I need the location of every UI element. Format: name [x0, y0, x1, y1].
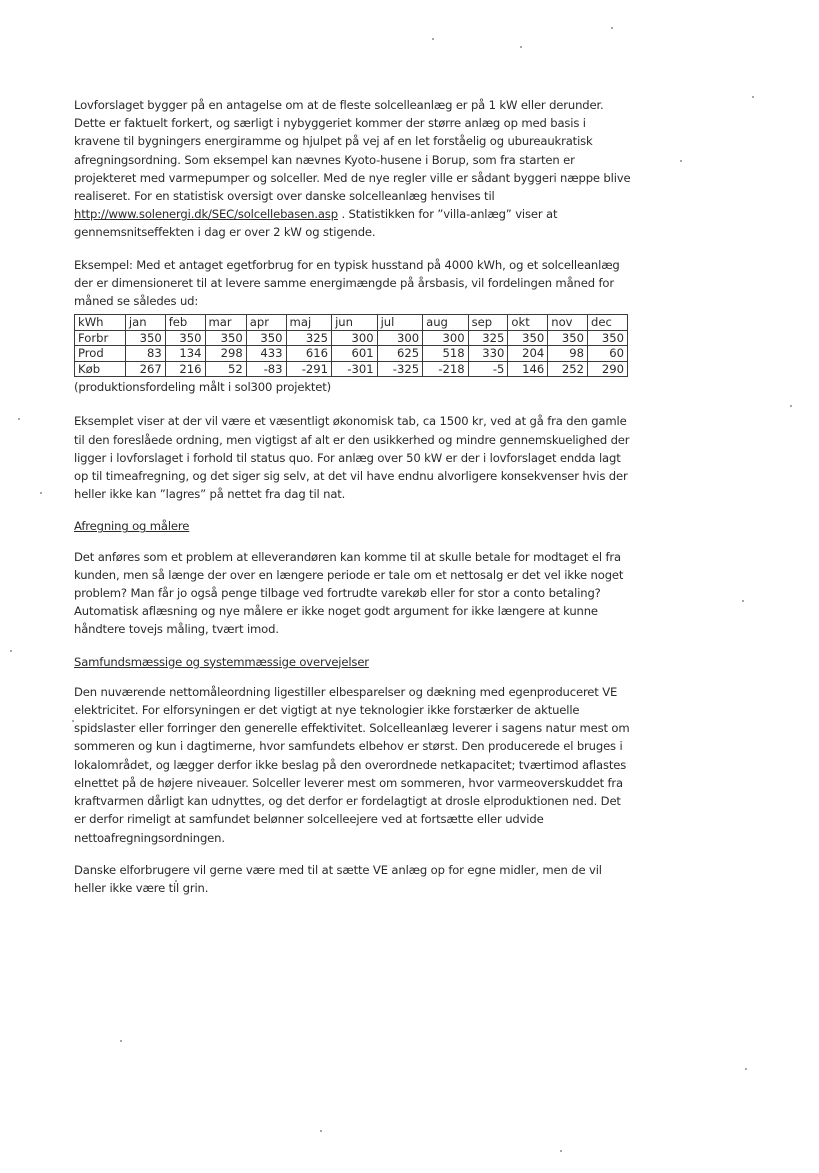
table-cell: 350	[125, 330, 165, 346]
table-cell: 98	[548, 346, 588, 362]
table-cell: -291	[286, 361, 332, 377]
table-header-cell: jan	[125, 315, 165, 331]
table-cell: 350	[165, 330, 205, 346]
table-cell: 52	[205, 361, 246, 377]
table-cell: 625	[377, 346, 423, 362]
table-header-cell: aug	[423, 315, 469, 331]
paragraph-closing: Danske elforbrugere vil gerne være med til at sætte VE anlæg op for egne midler, men de vil heller ikke være til grin.	[74, 862, 602, 895]
table-header-cell: nov	[548, 315, 588, 331]
paragraph-example: Eksempel: Med et antaget egetforbrug for en typisk husstand på 4000 kWh, og et solcelleanlæg der er dimensioneret til at levere samme energimængde på årsbasis, vil fordelingen måned for måned se således ud:	[74, 257, 620, 309]
paragraph-intro	[74, 96, 634, 242]
section-heading-afregning: Afregning og målere	[74, 519, 190, 534]
solcellebasen-link[interactable]: http://www.solenergi.dk/SEC/solcellebasen.asp	[74, 207, 338, 222]
table-header-cell: kWh	[75, 315, 126, 331]
table-cell: 325	[468, 330, 508, 346]
table-cell: -5	[468, 361, 508, 377]
section-heading-samfund: Samfundsmæssige og systemmæssige overvejelser	[74, 654, 369, 669]
table-cell: 350	[205, 330, 246, 346]
table-header-cell: jun	[332, 315, 378, 331]
table-caption: (produktionsfordeling målt i sol300 projektet)	[74, 380, 332, 395]
table-cell: -301	[332, 361, 378, 377]
table-cell: 60	[588, 346, 628, 362]
paragraph-meters: Det anføres som et problem at elleverandøren kan komme til at skulle betale for modtaget el fra kunden, men så længe der over en længere periode er tale om et nettosalg er det vel ikke noget problem? Man får jo også penge tilbage ved fortrudte varekøb eller for stor a conto betaling? Automatisk aflæsning og nye målere er ikke noget godt argument for ikke længere at kunne håndtere tovejs måling, tvært imod.	[74, 549, 624, 637]
table-row-label: Køb	[75, 361, 126, 377]
table-cell: 146	[508, 361, 548, 377]
table-cell: 350	[548, 330, 588, 346]
paragraph-intro-text: Lovforslaget bygger på en antagelse om at de fleste solcelleanlæg er på 1 kW eller derunder. Dette er faktuelt forkert, og særligt i nybyggeriet kommer der større anlæg op med basis i kravene til bygningers energiramme og hjulpet på vej af en let forståelig og ubureaukratisk afregningsordning. Som eksempel kan nævnes Kyoto-husene i Borup, som fra starten er projekteret med varmepumper og solceller. Med de nye regler ville er sådant byggeri næppe blive realiseret. For en statistisk oversigt over danske solcelleanlæg henvises til	[74, 98, 631, 204]
paragraph-intro-text-end: . Statistikken for ”villa-anlæg” viser at gennemsnitseffekten i dag er over 2 kW og stigende.	[74, 207, 558, 240]
table-cell: 433	[246, 346, 286, 362]
table-cell: 330	[468, 346, 508, 362]
table-header-cell: jul	[377, 315, 423, 331]
table-cell: 204	[508, 346, 548, 362]
document-page	[74, 96, 634, 911]
table-cell: -83	[246, 361, 286, 377]
table-cell: 518	[423, 346, 469, 362]
table-cell: 298	[205, 346, 246, 362]
table-cell: 300	[332, 330, 378, 346]
table-header-cell: okt	[508, 315, 548, 331]
table-header-cell: sep	[468, 315, 508, 331]
table-row-label: Forbr	[75, 330, 126, 346]
table-cell: 350	[508, 330, 548, 346]
table-cell: 216	[165, 361, 205, 377]
table-row-label: Prod	[75, 346, 126, 362]
table-header-cell: maj	[286, 315, 332, 331]
table-cell: 350	[588, 330, 628, 346]
table-header-cell: apr	[246, 315, 286, 331]
table-cell: 267	[125, 361, 165, 377]
table-header-row	[75, 315, 628, 331]
table-cell: -218	[423, 361, 469, 377]
table-cell: 350	[246, 330, 286, 346]
table-cell: 252	[548, 361, 588, 377]
table-header-cell: mar	[205, 315, 246, 331]
table-cell: 83	[125, 346, 165, 362]
table-row	[75, 330, 628, 346]
table-cell: 300	[377, 330, 423, 346]
table-cell: -325	[377, 361, 423, 377]
paragraph-loss: Eksemplet viser at der vil være et væsentligt økonomisk tab, ca 1500 kr, ved at gå fra den gamle til den foreslåede ordning, men vigtigst af alt er den usikkerhed og mindre gennemskuelighed der ligger i lovforslaget i forhold til status quo. For anlæg over 50 kW er der i lovforslaget endda lagt op til timeafregning, og det siger sig selv, at det vil have endnu alvorligere konsekvenser hvis der heller ikke kan ”lagres” på nettet fra dag til nat.	[74, 414, 630, 502]
paragraph-society: Den nuværende nettomåleordning ligestiller elbesparelser og dækning med egenproduceret VE elektricitet. For elforsyningen er det vigtigt at nye teknologier ikke forstærker de aktuelle spidslaster eller forringer den generelle effektivitet. Solcelleanlæg leverer i sagens natur mest om sommeren og kun i dagtimerne, hvor samfundets elbehov er størst. Den producerede el bruges i lokalområdet, og lægger derfor ikke beslag på den overordnede netkapacitet; tværtimod aflastes elnettet på de højere niveauer. Solceller leverer mest om sommeren, hvor varmeoverskuddet fra kraftvarmen dårligt kan udnyttes, og det derfor er fordelagtigt at drosle elproduktionen ned. Det er derfor rimeligt at samfundet belønner solcelleejere ved at fortsætte eller udvide nettoafregningsordningen.	[74, 684, 630, 845]
table-cell: 325	[286, 330, 332, 346]
table-header-cell: dec	[588, 315, 628, 331]
table-cell: 300	[423, 330, 469, 346]
table-cell: 134	[165, 346, 205, 362]
table-cell: 601	[332, 346, 378, 362]
table-cell: 616	[286, 346, 332, 362]
table-row	[75, 361, 628, 377]
table-row	[75, 346, 628, 362]
monthly-energy-table	[74, 314, 628, 377]
table-cell: 290	[588, 361, 628, 377]
table-header-cell: feb	[165, 315, 205, 331]
